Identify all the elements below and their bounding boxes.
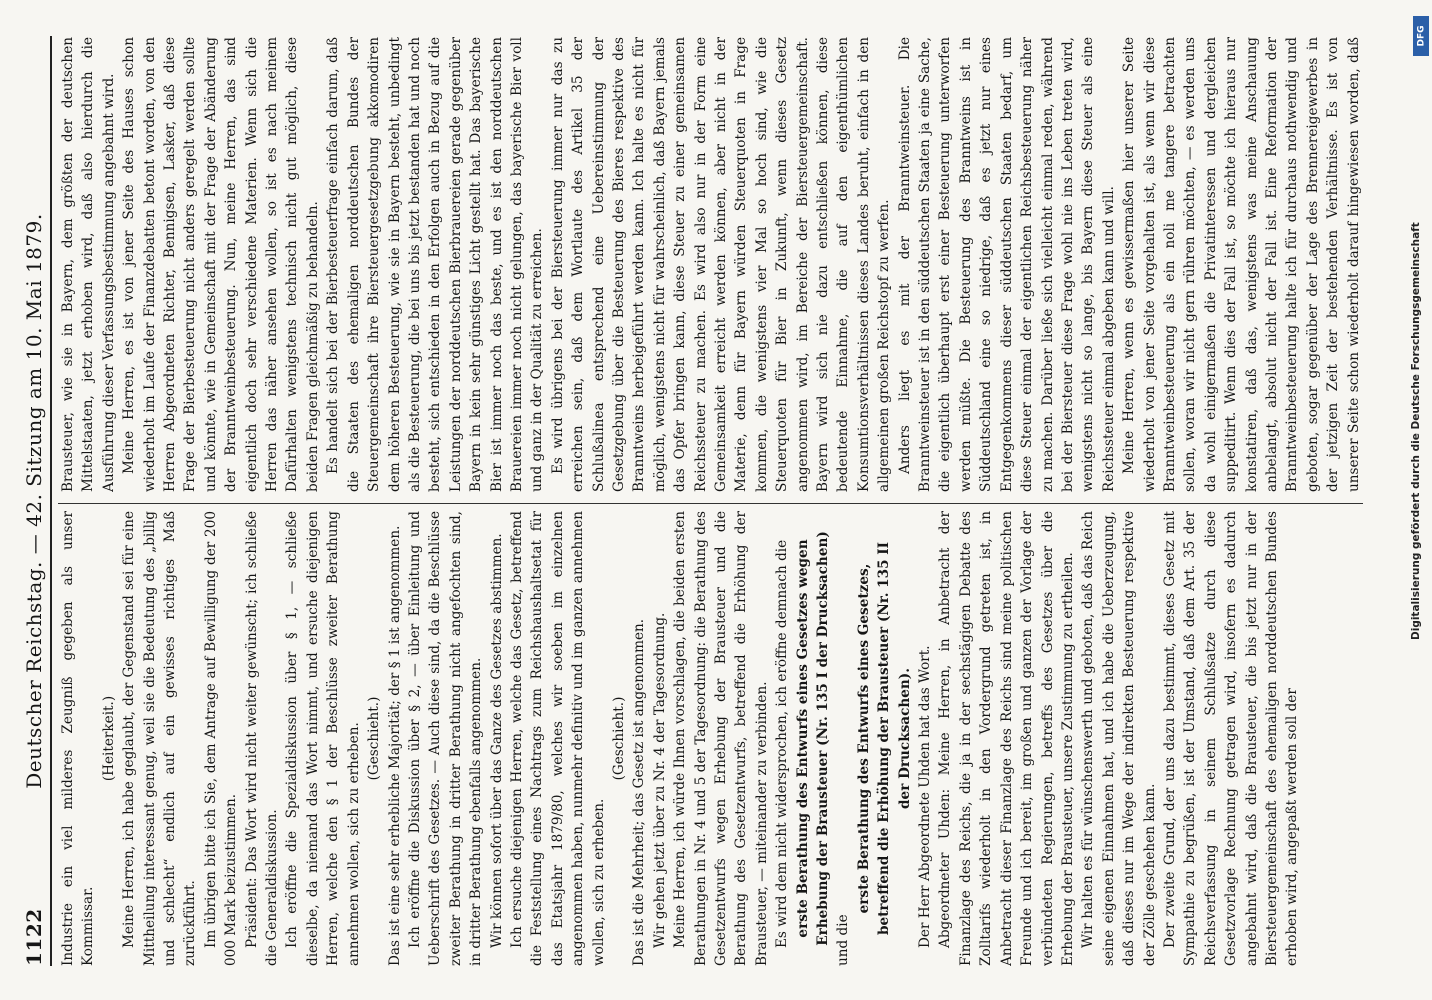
paragraph: Meine Herren, ich würde Ihnen vorschlagen, die beiden ersten Berathungen in Nr. 4 und 5 der Tagesordnung: die Berathung des Gesetzentwurfs wegen Erhebung der Brausteuer und die Berathung des Gesetzentwurfs, betreffend die Erhöhung der Brausteuer, — miteinander zu verbinden. xyxy=(672,511,770,966)
paragraph: Abgeordneter Uhden: Meine Herren, in Anbetracht der Finanzlage des Reichs, die ja in der sechstägigen Debatte des Zolltarifs wiederholt in den Vordergrund getreten ist, in Anbetracht dieser Finanzlage des Reichs sind meine politischen Freunde und ich bereit, im großen und ganzen der Vorlage der verbündeten Regierungen, betreffs des Gesetzes über die Erhebung der Brausteuer, unsere Zustimmung zu ertheilen. xyxy=(937,511,1076,966)
running-title: Deutscher Reichstag. — 42. Sitzung am 10. Mai 1879. xyxy=(22,213,46,789)
paragraph: Es handelt sich bei der Bierbesteuerfrage einfach darum, daß die Staaten des ehemaligen norddeutschen Bundes der Steuergemeinschaft ihre Biersteuergesetzgebung akkomodiren dem höheren Besteuerung, wie sie in Bayern besteht, unbedingt als die Besteuerung, die bei uns bis jetzt bestanden hat und noch besteht, sich entschieden in den Erfolgen auch in Bezug auf die Leistungen der norddeutschen Bierbrauereien gerade gegenüber Bayern in kein sehr günstiges Licht gestellt hat. Das bayerische Bier ist immer noch das beste, und es ist den norddeutschen Brauereien immer noch nicht gelungen, das bayerische Bier voll und ganz in der Qualität zu erreichen. xyxy=(325,37,546,492)
stage-direction: (Geschieht.) xyxy=(610,696,627,781)
paragraph: Wir können sofort über das Ganze des Gesetzes abstimmen. xyxy=(488,533,505,948)
stage-direction: (Geschieht.) xyxy=(366,696,383,781)
digitization-credit: Digitalisierung gefördert durch die Deutsche Forschungsgemeinschaft xyxy=(1410,222,1422,640)
paragraph: Das ist die Mehrheit; das Gesetz ist angenommen. xyxy=(631,618,648,966)
paragraph: und die xyxy=(835,914,852,966)
paragraph: Anders liegt es mit der Branntweinsteuer. Die Branntweinsteuer ist in den süddeutschen Staaten ja eine Sache, die eigentlich überhaupt erst einer Besteuerung unterworfen werden müßte. Die Besteuerung des Branntweins ist in Süddeutschland eine so niedrige, daß es jetzt nur eines Entgegenkommens dieser süddeutschen Staaten bedarf, um diese Steuer einmal der eigentlichen Reichsbesteuerung näher zu machen. Darüber ließe sich vielleicht einmal reden, während bei der Biersteuer diese Frage wohl nie ins Leben treten wird, wenigstens nicht so lange, bis Bayern diese Steuer als eine Reichssteuer einmal abgeben kann und will. xyxy=(896,37,1117,492)
dfg-logo-text: DFG xyxy=(1416,25,1427,47)
paragraph: Wir halten es für wünschenswerth und geboten, daß das Reich seine eigenen Einnahmen hat, und ich habe die Ueberzeugung, daß dieses nur im Wege der indirekten Besteuerung respektive der Zölle geschehen kann. xyxy=(1080,511,1158,966)
paragraph: Im übrigen bitte ich Sie, dem Antrage auf Bewilligung der 200 000 Mark beizustimmen. xyxy=(202,511,240,966)
paragraph: Es wird dem nicht widersprochen, ich eröffne demnach die xyxy=(774,539,791,948)
agenda-heading: erste Berathung des Entwurfs eines Gesetzes, betreffend die Erhöhung der Brausteuer (Nr. 135 II der Drucksachen). xyxy=(855,541,913,936)
paragraph: Meine Herren, ich habe geglaubt, der Gegenstand sei für eine Mittheilung interessant genug, weil sie die Bedeutung des „billig und schlecht“ endlich auf ein gewisses richtiges Maß zurückführt. xyxy=(121,511,199,966)
paragraph: Brausteuer, wie sie in Bayern, dem größten der deutschen Mittelstaaten, jetzt erhoben wird, daß also hierdurch die Ausführung dieser Verfassungsbestimmung angebahnt wird. xyxy=(60,37,117,492)
header-rule xyxy=(50,36,52,966)
paragraph: Der Herr Abgeordnete Uhden hat das Wort. xyxy=(917,645,934,948)
paragraph: Ich eröffne die Diskussion über § 2, — über Einleitung und Ueberschrift des Gesetzes. — Auch diese sind, da die Beschlüsse zweiter Berathung in dritter Berathung nicht angefochten sind, in dritter Berathung ebenfalls angenommen. xyxy=(406,511,485,966)
paragraph: Meine Herren, es ist von jener Seite des Hauses schon wiederholt im Laufe der Finanzdebatten betont worden, von den Herren Abgeordneten Richter, Bennigsen, Lasker, daß diese Frage der Bierbesteuerung nicht anders geregelt werden sollte und könnte, wie in Gemeinschaft mit der Frage der Abänderung der Branntweinbesteuerung. Nun, meine Herren, das sind eigentlich doch sehr verschiedene Materien. Wenn sich die Herren das näher ansehen wollen, so ist es nach meinem Dafürhalten wenigstens technisch nicht gut möglich, diese beiden Fragen gleichmäßig zu behandeln. xyxy=(121,37,321,492)
agenda-heading: erste Berathung des Entwurfs eines Gesetzes wegen Erhebung der Brausteuer (Nr. 135 I der Drucksachen) xyxy=(794,531,832,946)
paragraph: Wir gehen jetzt über zu Nr. 4 der Tagesordnung. xyxy=(651,612,668,948)
left-column xyxy=(58,511,1363,966)
paragraph: Meine Herren, wenn es gewissermaßen hier unserer Seite wiederholt von jener Seite vorgehalten ist, als wenn wir diese Branntweinbesteuerung als ein noli me tangere betrachten sollen, woran wir nicht gern rühren möchten, — es werden uns da wohl einigermaßen die Privatinteressen und dergleichen suppeditirt. Wenn dies der Fall ist, so möchte ich hieraus nur konstatiren, daß das, wenigstens was meine Anschauung anbelangt, absolut nicht der Fall ist. Eine Reformation der Branntweinbesteuerung halte ich für durchaus nothwendig und geboten, sogar gegenüber der Lage des Brennereigewerbes in der jetzigen Zeit der bestehenden Verhältnisse. Es ist von unserer Seite schon wiederholt darauf hingewiesen worden, daß xyxy=(1121,37,1362,492)
right-column xyxy=(58,37,1363,492)
paragraph: Das ist eine sehr erhebliche Majorität; der § 1 ist angenommen. xyxy=(386,525,403,966)
paragraph: Industrie ein viel milderes Zeugniß gegeben als unser Kommissar. xyxy=(60,511,97,966)
dfg-logo xyxy=(1413,16,1429,56)
paragraph: Der zweite Grund, der uns dazu bestimmt, dieses Gesetz mit Sympathie zu begrüßen, ist der Umstand, daß dem Art. 35 der Reichsverfassung in seinem Schlußsatze durch diese Gesetzvorlage Rechnung getragen wird, insofern es dadurch angebahnt wird, daß die Brausteuer, die bis jetzt nur in der Biersteuergemeinschaft des ehemaligen norddeutschen Bundes erhoben wird, angepaßt werden soll der xyxy=(1161,511,1301,966)
paragraph: Präsident: Das Wort wird nicht weiter gewünscht; ich schließe die Generaldiskussion. xyxy=(243,511,281,966)
paragraph: Ich eröffne die Spezialdiskussion über § 1, — schließe dieselbe, da niemand das Wort nimmt, und ersuche diejenigen Herren, welche den § 1 der Beschlüsse zweiter Berathung annehmen wollen, sich zu erheben. xyxy=(284,511,362,966)
stage-direction: (Heiterkeit.) xyxy=(100,695,117,782)
page-number: 1122 xyxy=(22,908,46,966)
column-divider xyxy=(58,503,1363,504)
paragraph: Ich ersuche diejenigen Herren, welche das Gesetz, betreffend die Feststellung eines Nachtrags zum Reichshaushaltsetat für das Etatsjahr 1879/80, welches wir soeben im einzelnen angenommen haben, nunmehr definitiv und im ganzen annehmen wollen, sich zu erheben. xyxy=(508,511,607,966)
paragraph: Es wird übrigens bei der Biersteuerung immer nur das zu erreichen sein, daß dem Wortlaute des Artikel 35 der Schlußalinea entsprechend eine Uebereinstimmung der Gesetzgebung über die Besteuerung des Bieres respektive des Branntweins herbeigeführt werden kann. Ich halte es nicht für möglich, wenigstens nicht für wahrscheinlich, daß Bayern jemals das Opfer bringen kann, diese Steuer zu einer gemeinsamen Reichssteuer zu machen. Es wird also nur in der Form eine Gemeinsamkeit erreicht werden können, aber nicht in der Materie, denn für Bayern würden Steuerquoten in Frage kommen, die wenigstens vier Mal so hoch sind, wie die Steuerquoten für Bier in Zukunft, wenn dieses Gesetz angenommen wird, im Bereiche der Biersteuergemeinschaft. Bayern wird sich nie dazu entschließen können, diese bedeutende Einnahme, die auf den eigenthümlichen Konsumtionsverhältnissen dieses Landes beruht, einfach in den allgemeinen großen Reichstopf zu werfen. xyxy=(549,37,893,492)
